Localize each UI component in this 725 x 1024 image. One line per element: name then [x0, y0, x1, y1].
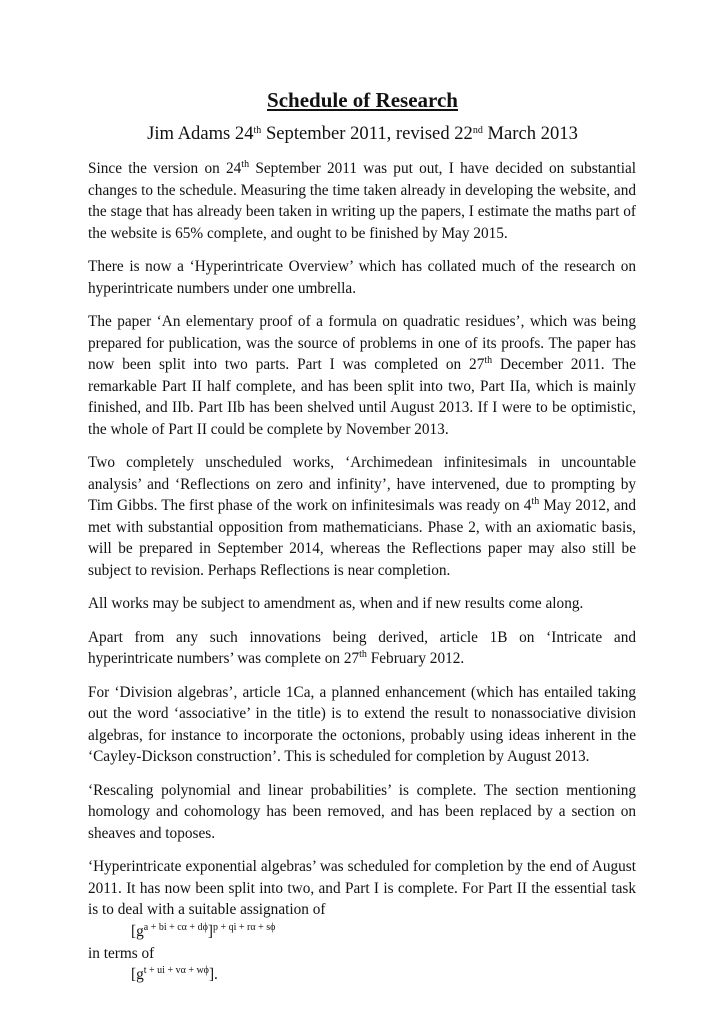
subtitle-text-3: March 2013 — [482, 123, 578, 144]
paragraph-article-1b — [88, 627, 636, 670]
paragraph-amendment: All works may be subject to amendment as, when and if new results come along. — [88, 595, 584, 612]
in-terms-of-text: in terms of — [88, 944, 155, 962]
formula-bracket: ]. — [208, 965, 218, 983]
paragraph-text: Since the version on 24 — [88, 160, 242, 177]
ordinal-sup: th — [359, 649, 367, 660]
subtitle-text-2: September 2011, revised 22 — [261, 123, 473, 144]
document-body — [88, 158, 636, 986]
formula-terms — [131, 964, 636, 986]
paragraph-division-algebras: For ‘Division algebras’, article 1Ca, a planned enhancement (which has entailed taking out the word ‘associative’ in the title) is to extend the result to nonassociative division algebras, for instance to incorporate the octonions, probably using ideas inherent in the ‘Cayley-Dickson construction’. This is scheduled for completion by August 2013. — [88, 683, 636, 765]
formula-bracket: [g — [131, 922, 144, 940]
page-title: Schedule of Research — [267, 88, 458, 112]
formula-exponent: a + bi + cα + dϕ — [143, 921, 208, 933]
paragraph-version-change — [88, 158, 636, 244]
paragraph-text: The paper ‘An elementary proof of a formula on quadratic residues’, which was being prepared for publication, was the source of problems in one of its proofs. The paper has now been split into two parts. Part I was completed on 27 — [88, 313, 636, 373]
paragraph-text: September 2011 was put out, I have decided on substantial changes to the schedule. Measuring the time taken already in developing the website, and the stage that has already been taken in writing up the papers, I estimate the maths part of the website is 65% complete, and ought to be finished by May 2015. — [88, 160, 636, 242]
author-date-line — [0, 122, 725, 146]
formula-bracket: [g — [131, 965, 144, 983]
ordinal-sup: th — [241, 159, 250, 170]
ordinal-sup: th — [531, 496, 540, 507]
subtitle-sup-1: th — [253, 125, 262, 136]
ordinal-sup: th — [484, 355, 493, 366]
subtitle-sup-2: nd — [472, 125, 483, 136]
paragraph-exponential-algebras: ‘Hyperintricate exponential algebras’ was scheduled for completion by the end of August 2011. It has now been split into two, and Part I is complete. For Part II the essential task is to deal with a suitable assignation of — [88, 858, 636, 918]
subtitle-text-1: Jim Adams 24 — [147, 123, 254, 144]
paragraph-rescaling: ‘Rescaling polynomial and linear probabilities’ is complete. The section mentioning homology and cohomology has been removed, and has been replaced by a section on sheaves and toposes. — [88, 781, 636, 842]
paragraph-quadratic-residues — [88, 311, 636, 440]
paragraph-text: December 2011. The remarkable Part II half complete, and has been split into two, Part IIa, which is mainly finished, and IIb. Part IIb has been shelved until August 2013. If I were to be optimistic, the whole of Part II could be complete by November 2013. — [88, 356, 636, 438]
paragraph-text: February 2012. — [366, 650, 465, 667]
paragraph-overview: There is now a ‘Hyperintricate Overview’ which has collated much of the research on hyperintricate numbers under one umbrella. — [88, 258, 636, 297]
paragraph-text: Apart from any such innovations being derived, article 1B on ‘Intricate and hyperintricate numbers’ was complete on 27 — [88, 628, 636, 667]
formula-assignation — [131, 921, 636, 943]
formula-exponent: p + qi + rα + sϕ — [212, 921, 276, 933]
formula-exponent: t + ui + vα + wϕ — [143, 964, 209, 976]
paragraph-text: Two completely unscheduled works, ‘Archimedean infinitesimals in uncountable analysis’ and ‘Reflections on zero and infinity’, have intervened, due to prompting by Tim Gibbs. The first phase of the work on infinitesimals was ready on 4 — [88, 454, 636, 514]
paragraph-text: May 2012, and met with substantial opposition from mathematicians. Phase 2, with an axiomatic basis, will be prepared in September 2014, whereas the Reflections paper may also still be subject to revision. Perhaps Reflections is near completion. — [88, 497, 636, 579]
paragraph-unscheduled-works — [88, 452, 636, 581]
formula-bracket: ] — [207, 922, 213, 940]
